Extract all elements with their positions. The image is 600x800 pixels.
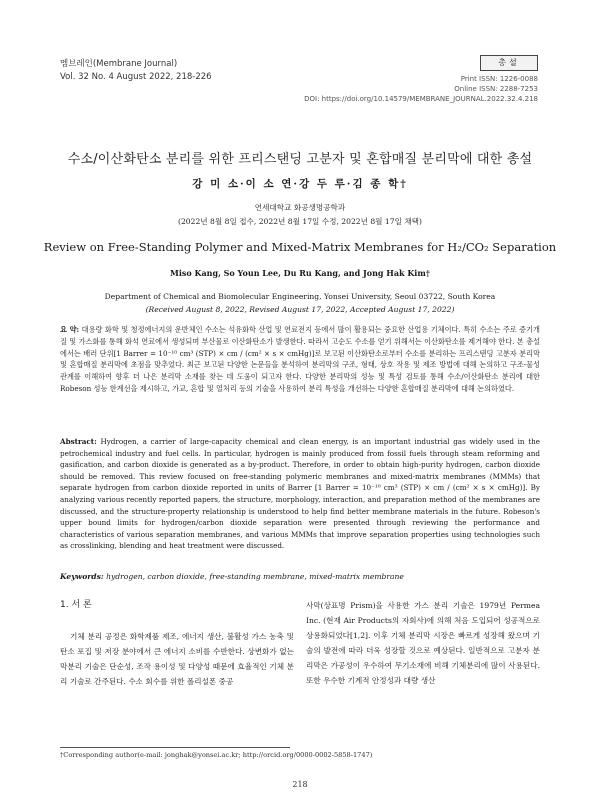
dates-korean: (2022년 8월 8일 접수, 2022년 8월 17일 수정, 2022년 8월 17일 채택): [178, 217, 422, 226]
print-issn: Print ISSN: 1226-0088: [460, 75, 538, 83]
affiliation-korean: 연세대학교 화공생명공학과: [254, 203, 346, 212]
abstract-english: [60, 436, 540, 552]
section-heading-introduction: 1. 서 론: [60, 600, 92, 610]
abstract-korean-label: 요 약:: [60, 325, 80, 334]
abstract-english-label: Abstract:: [60, 437, 97, 446]
title-english: Review on Free-Standing Polymer and Mixed-Matrix Membranes for H₂/CO₂ Separation: [43, 240, 557, 254]
abstract-english-text: Hydrogen, a carrier of large-capacity chemical and clean energy, is an important industrial gas widely used in the petrochemical industry and fuel cells. In particular, hydrogen is mainly produced from fossil fuels through steam reforming and gasification, and carbon dioxide is generated as a by-product. Therefore, in order to obtain high-purity hydrogen, carbon dioxide should be removed. This review focused on free-standing polymeric membranes and mixed-matrix membranes (MMMs) that separate hydrogen from carbon dioxide reported in units of Barrer [1 Barrer = 10⁻¹⁰ cm³ (STP) × cm / (cm² × s × cmHg)]. By analyzing various recently reported papers, the structure, morphology, interaction, and preparation method of the membranes are discussed, and the structure-property relationship is understood to help find better membrane materials in the future. Robeson's upper bound limits for hydrogen/carbon dioxide separation were presented through reviewing the performance and characteristics of various separation membranes, and various MMMs that improve separation properties using technologies such as crosslinking, blending and heat treatment were discussed.: [60, 437, 540, 551]
body-left-paragraph: 기체 분리 공정은 화학제품 제조, 에너지 생산, 불활성 가스 농축 및 탄소 포집 및 저장 분야에서 큰 에너지 소비를 수반한다. 상변화가 없는 막분리 기술은 단순성, 조작 용이성 및 다양성 때문에 효율적인 기체 분리 기술로 간주된다. 수소 회수를 위한 폴리설폰 중공: [60, 632, 294, 686]
journal-issue: Vol. 32 No. 4 August 2022, 218-226: [60, 72, 212, 82]
keywords-label: Keywords:: [60, 572, 104, 581]
corresponding-author-footnote: †Corresponding author(e-mail: jonghak@yonsei.ac.kr; http://orcid.org/0000-0002-5858-1747): [60, 751, 373, 759]
online-issn: Online ISSN: 2288-7253: [454, 85, 538, 93]
body-right-column: [306, 598, 540, 688]
abstract-korean: [60, 324, 540, 395]
title-korean: 수소/이산화탄소 분리를 위한 프리스탠딩 고분자 및 혼합매질 분리막에 대한 총설: [67, 152, 533, 167]
body-left-column: [60, 598, 294, 689]
page-number: 218: [292, 780, 308, 789]
abstract-korean-text: 대용량 화학 및 청정에너지의 운반체인 수소는 석유화학 산업 및 연료전지 등에서 많이 활용되는 중요한 산업용 기체이다. 특히 수소는 주로 증기개질 및 가스화를 통해 화석 연료에서 생성되며 부산물로 이산화탄소가 발생한다. 따라서 고순도 수소를 얻기 위해서는 이산화탄소를 제거해야 한다. 본 총설에서는 배러 단위[1 Barrer = 10⁻¹⁰ cm³ (STP) × cm / (cm² × s × cmHg)]로 보고된 이산화탄소로부터 수소를 분리하는 프리스탠딩 고분자 분리막 및 혼합매질 분리막에 초점을 맞추었다. 최근 보고된 다양한 논문들을 분석하여 분리막의 구조, 형태, 상호 작용 및 제조 방법에 대해 논의하고 구조-물성 관계를 이해하여 향후 더 나은 분리막 소재를 찾는 데 도움이 되고자 한다. 다양한 분리막의 성능 및 특성 검토를 통해 수소/이산화탄소 분리에 대한 Robeson 성능 한계선을 제시하고, 가교, 혼합 및 열처리 등의 기술을 사용하여 분리 특성을 개선하는 다양한 혼합매질 분리막에 대해 논의하였다.: [60, 325, 540, 393]
authors-korean: 강 미 소·이 소 연·강 두 루·김 종 학†: [192, 178, 408, 190]
keywords-text: hydrogen, carbon dioxide, free-standing membrane, mixed-matrix membrane: [106, 572, 404, 581]
dates-english: (Received August 8, 2022, Revised August 17, 2022, Accepted August 17, 2022): [145, 305, 455, 314]
section-badge: 총설: [480, 55, 538, 71]
authors-english: Miso Kang, So Youn Lee, Du Ru Kang, and Jong Hak Kim†: [170, 268, 430, 278]
keywords: [60, 572, 540, 581]
journal-name: 멤브레인(Membrane Journal): [60, 59, 178, 69]
footnote-divider: [60, 747, 290, 748]
doi[interactable]: DOI: https://doi.org/10.14579/MEMBRANE_JOURNAL.2022.32.4.218: [304, 95, 538, 103]
affiliation-english: Department of Chemical and Biomolecular Engineering, Yonsei University, Seoul 03722, South Korea: [104, 292, 496, 301]
body-right-paragraph: 사막(상표명 Prism)을 사용한 가스 분리 기술은 1979년 Permea Inc. (현재 Air Products의 자회사)에 의해 처음 도입되어 성공적으로 상용화되었다[1,2]. 이후 기체 분리막 시장은 빠르게 성장해 왔으며 기술의 발전에 따라 더욱 성장할 것으로 예상된다. 일반적으로 고분자 분리막은 가공성이 우수하여 무기소재에 비해 기체분리에 많이 사용된다. 또한 우수한 기계적 안정성과 대량 생산: [306, 601, 540, 685]
